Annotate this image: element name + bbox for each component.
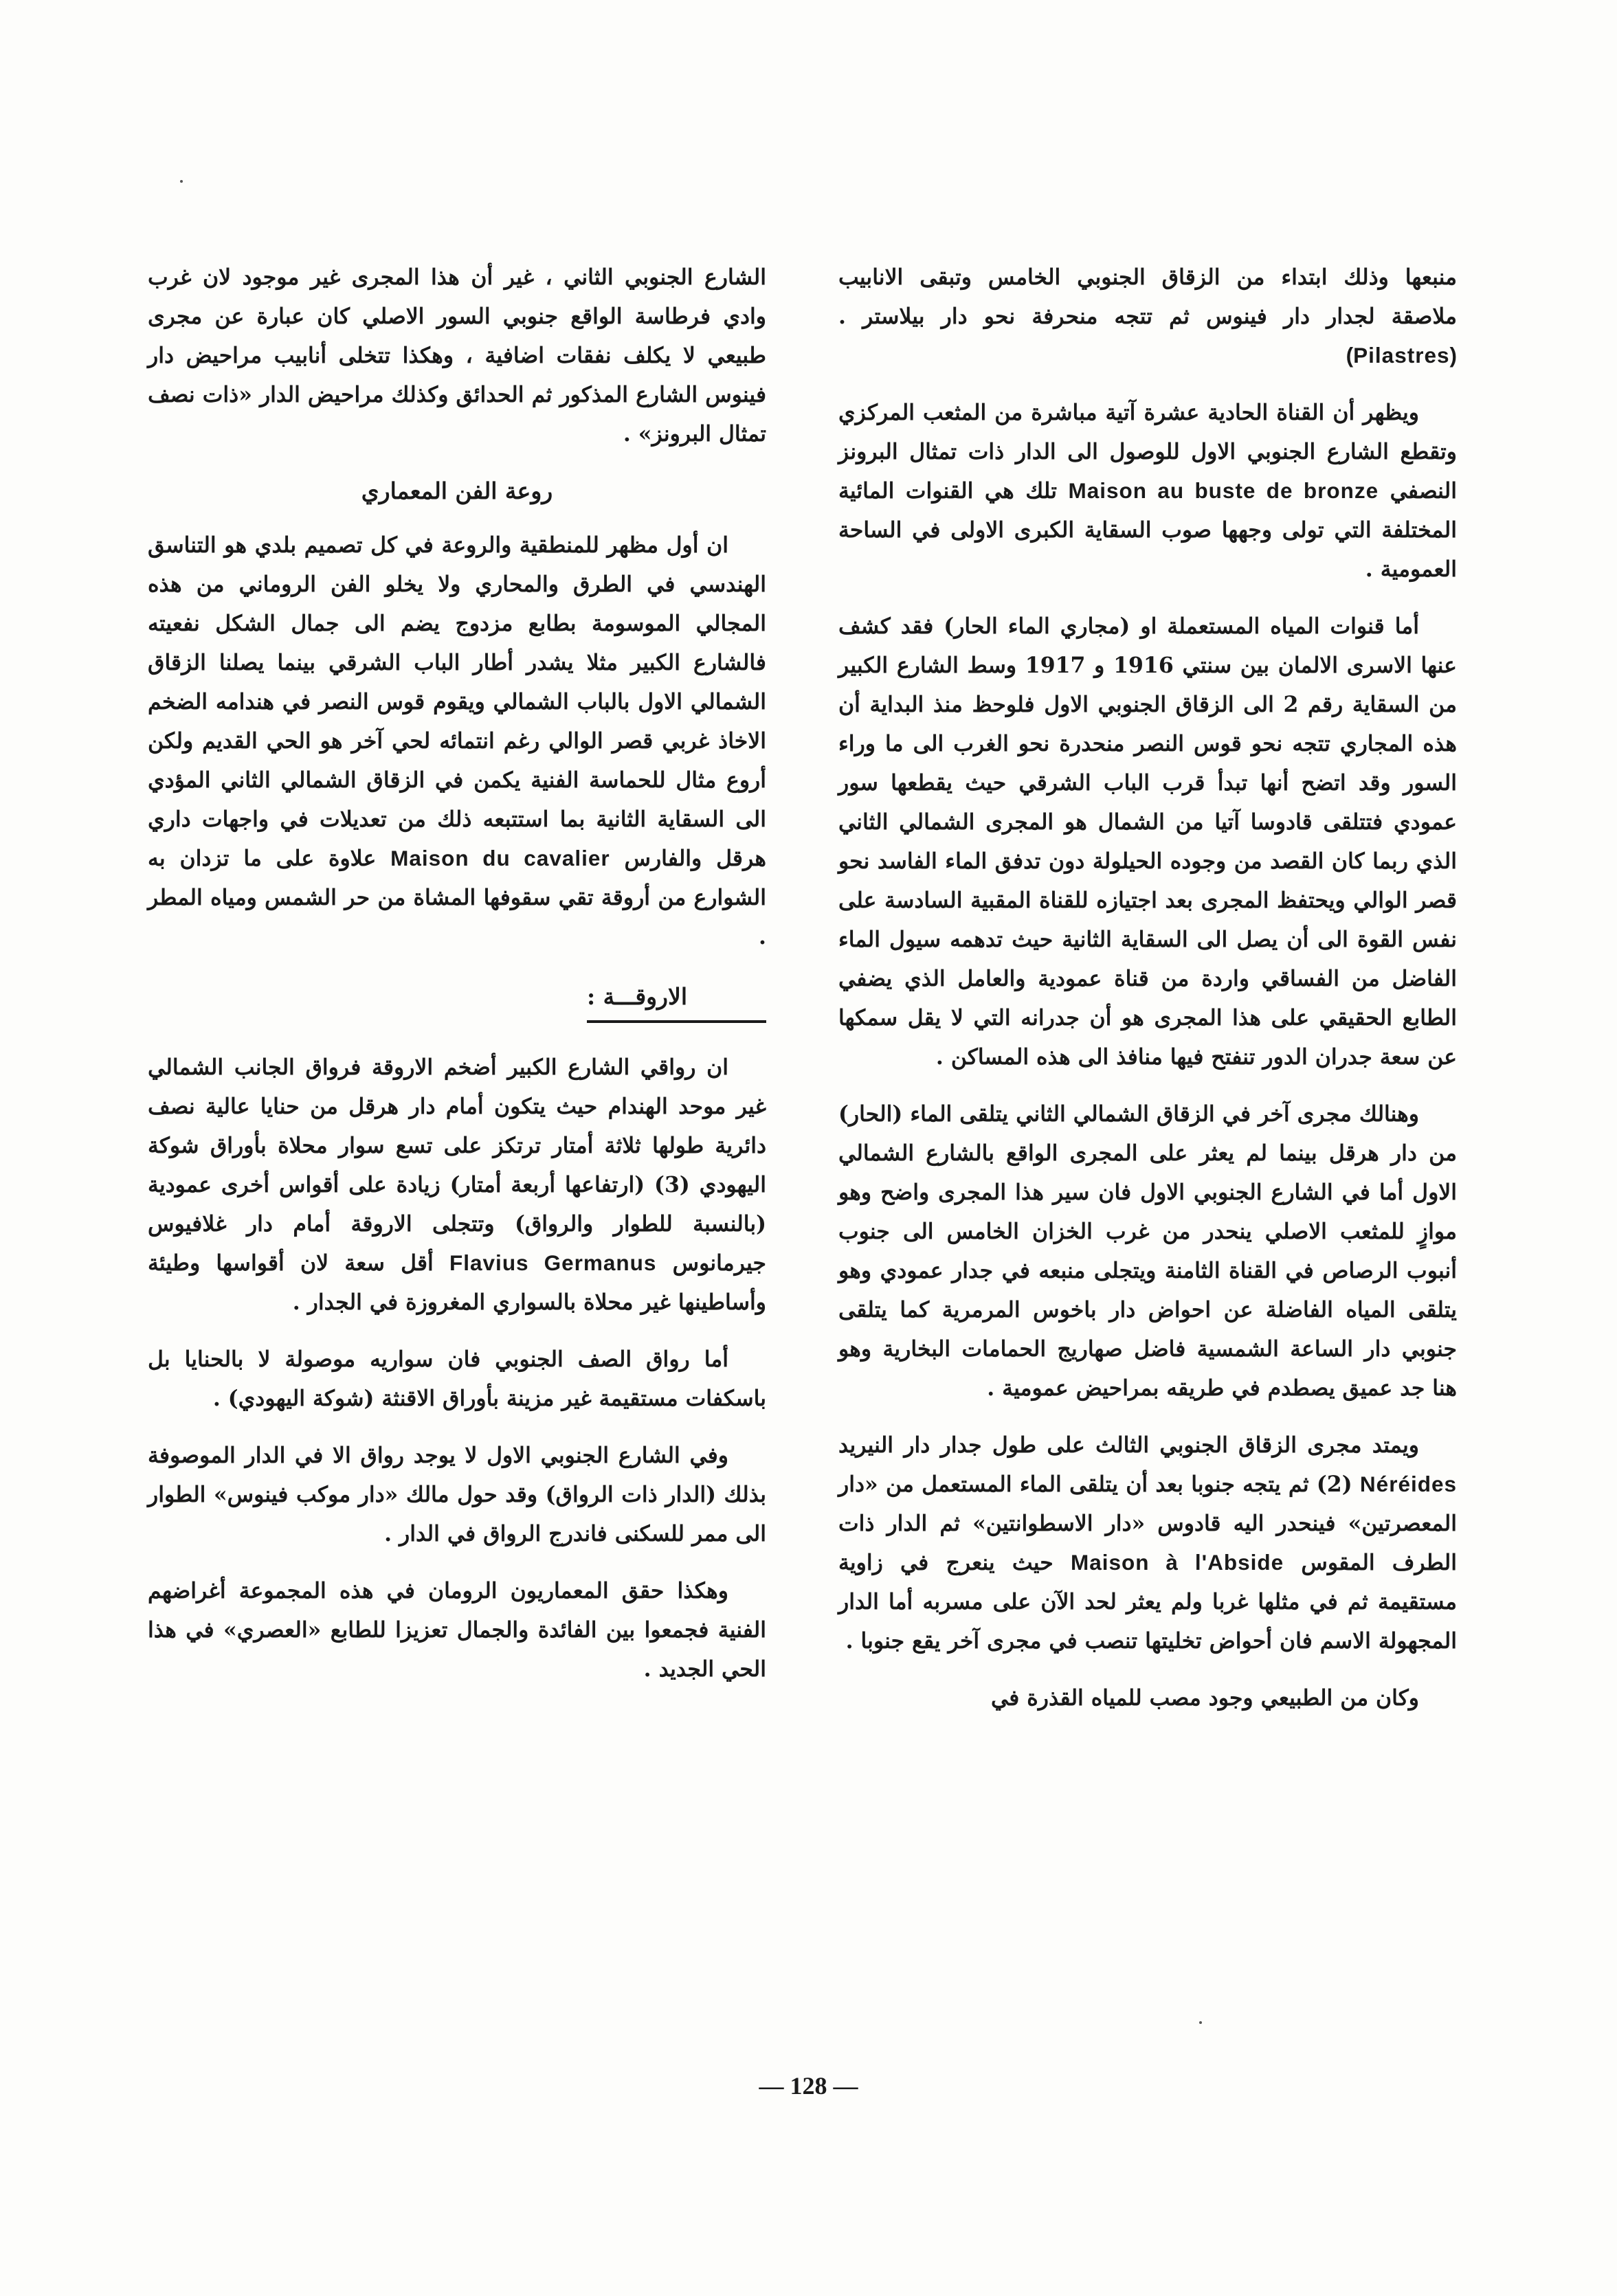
latin-term-pilastres: (Pilastres): [1346, 343, 1457, 368]
text-run: حيث ينعرج في زاوية مستقيمة ثم في مثلها غربا ولم يعثر لحد الآن على مسربه أما الدار المجهولة الاسم فان أحواض تخليتها تنصب في مجرى آخر يقع جنوبا .: [838, 1550, 1457, 1654]
left-paragraph-2: [148, 526, 766, 956]
right-paragraph-5: [838, 1426, 1457, 1661]
right-paragraph-1: [838, 258, 1457, 375]
heading-text: الاروقـــة :: [587, 977, 766, 1023]
right-paragraph-6: وكان من الطبيعي وجود مصب للمياه القذرة في: [990, 1685, 1419, 1711]
left-paragraph-3: [148, 1048, 766, 1322]
latin-term-maison-au-buste: Maison au buste de bronze: [1068, 478, 1379, 503]
text-run: (2) ثم يتجه جنوبا بعد أن يتلقى الماء المستعمل من «دار المعصرتين» فينحدر اليه قادوس «دار الاسطوانتين» ثم الدار ذات الطرف المقوس: [838, 1472, 1457, 1575]
left-column: [148, 258, 766, 1707]
section-heading-architecture: روعة الفن المعماري: [361, 477, 553, 504]
text-run: ان رواقي الشارع الكبير أضخم الاروقة فرواق الجانب الشمالي غير موحد الهندام حيث يتكون أمام دار هرقل من حنايا عالية نصف دائرية طولها ثلاثة أمتار ترتكز على تسع سوار محلاة بأوراق شوكة اليهودي (3) (ارتفاعها أربعة أمتار) زيادة على أقواس أخرى عمودية (بالنسبة للطوار والرواق) وتتجلى الاروقة أمام دار غلافيوس جيرمانوس: [148, 1055, 767, 1276]
left-paragraph-6: وهكذا حقق المعماريون الرومان في هذه المجموعة أغراضهم الفنية فجمعوا بين الفائدة والجمال تعزيزا للطابع «العصري» في هذا الحي الجديد .: [148, 1578, 766, 1682]
text-run: تلك هي القنوات المائية المختلفة التي تولى وجهها صوب السقاية الكبرى الاولى في الساحة العمومية .: [838, 478, 1457, 582]
latin-term-nereides: Néréides: [1359, 1472, 1457, 1496]
latin-term-maison-abside: Maison à l'Abside: [1070, 1550, 1284, 1575]
left-paragraph-1: الشارع الجنوبي الثاني ، غير أن هذا المجرى غير موجود لان غرب وادي فرطاسة الواقع جنوبي السور الاصلي كان عبارة عن مجرى طبيعي لا يكلف نفقات اضافية ، وهكذا تتخلى أنابيب مراحيض دار فينوس الشارع المذكور ثم الحدائق وكذلك مراحيض الدار «ذات نصف تمثال البرونز» .: [148, 265, 766, 447]
page-number: — 128 —: [759, 2072, 858, 2100]
right-paragraph-4: وهنالك مجرى آخر في الزقاق الشمالي الثاني يتلقى الماء (الحار) من دار هرقل بينما لم يعثر على المجرى الواقع بالشارع الشمالي الاول أما في الشارع الجنوبي الاول فان سير هذا المجرى واضح وهو موازٍ للمثعب الاصلي ينحدر من غرب الخزان الخامس الى جنوب أنبوب الرصاص في القناة الثامنة ويتجلى منبعه في جدار عمودي وهو يتلقى المياه الفاضلة عن احواض دار باخوس المرمرية كما يتلقى جنوبي دار الساعة الشمسية فاضل صهاريج الحمامات البخارية وهو هنا جد عميق يصطدم في طريقه بمراحيض عمومية .: [838, 1101, 1457, 1401]
latin-term-flavius-germanus: Flavius Germanus: [449, 1250, 657, 1275]
scan-speck: [1199, 2021, 1202, 2024]
text-run: منبعها وذلك ابتداء من الزقاق الجنوبي الخامس وتبقى الانابيب ملاصقة لجدار دار فينوس ثم تتجه منحرفة نحو دار بيلاستر .: [838, 265, 1457, 329]
left-paragraph-4: أما رواق الصف الجنوبي فان سواريه موصولة لا بالحنايا بل باسكفات مستقيمة غير مزينة بأوراق الاقنثة (شوكة اليهودي) .: [148, 1347, 766, 1411]
latin-term-maison-du-cavalier: Maison du cavalier: [390, 846, 610, 870]
text-run: علاوة على ما تزدان به الشوارع من أروقة تقي سقوفها المشاة من حر الشمس ومياه المطر .: [148, 846, 766, 949]
right-column: [838, 258, 1457, 1735]
text-run: ان أول مظهر للمنطقية والروعة في كل تصميم بلدي هو التناسق الهندسي في الطرق والمحاري ولا يخلو الفن الروماني من هذه المجالي الموسومة بطابع مزدوج يضم الى جمال الشكل نفعيته فالشارع الكبير مثلا يشدر أطار الباب الشرقي بينما يصلنا الزقاق الشمالي الاول بالباب الشمالي ويقوم قوس النصر في هندامه الضخم الاخاذ غربي قصر الوالي رغم انتمائه لحي آخر هو الحي القديم ولكن أروع مثال للحماسة الفنية يكمن في الزقاق الشمالي الثاني المؤدي الى السقاية الثانية بما استتبعه ذلك من تعديلات في واجهات داري هرقل والفارس: [148, 532, 766, 871]
text-run: ويظهر أن القناة الحادية عشرة آتية مباشرة من المثعب المركزي وتقطع الشارع الجنوبي الاول للوصول الى الدار ذات تمثال البرونز النصفي: [838, 400, 1458, 504]
scan-speck: [180, 180, 183, 183]
left-paragraph-5: وفي الشارع الجنوبي الاول لا يوجد رواق الا في الدار الموصوفة بذلك (الدار ذات الرواق) وقد حول مالك «دار موكب فينوس» الطوار الى ممر للسكنى فاندرج الرواق في الدار .: [148, 1443, 766, 1546]
section-heading-arcades: [148, 977, 766, 1023]
text-run: ويمتد مجرى الزقاق الجنوبي الثالث على طول جدار دار النيريد: [838, 1432, 1419, 1458]
text-run: أقل سعة لان أقواسها وطيئة وأساطينها غير محلاة بالسواري المغروزة في الجدار .: [148, 1250, 766, 1315]
right-paragraph-2: [838, 393, 1457, 589]
right-paragraph-3: أما قنوات المياه المستعملة او (مجاري الماء الحار) فقد كشف عنها الاسرى الالمان بين سنتي 1916 و 1917 وسط الشارع الكبير من السقاية رقم 2 الى الزقاق الجنوبي الاول فلوحظ منذ البداية أن هذه المجاري تتجه نحو قوس النصر منحدرة نحو الغرب الى ما وراء السور وقد اتضح أنها تبدأ قرب الباب الشرقي حيث يقطعها سور عمودي فتتلقى قادوسا آتيا من الشمال هو المجرى الشمالي الثاني الذي ربما كان القصد من وجوده الحيلولة دون تدفق الماء الفاسد نحو قصر الوالي ويحتفظ المجرى بعد اجتيازه للقناة المقبية السادسة على نفس القوة الى أن يصل الى السقاية الثانية حيث تدهمه سيول الماء الفاضل من الفساقي واردة من قناة عمودية والعامل الذي يضفي الطابع الحقيقي على هذا المجرى هو أن جدرانه التي لا يقل سمكها عن سعة جدران الدور تنفتح فيها منافذ الى هذه المساكن .: [838, 614, 1458, 1070]
